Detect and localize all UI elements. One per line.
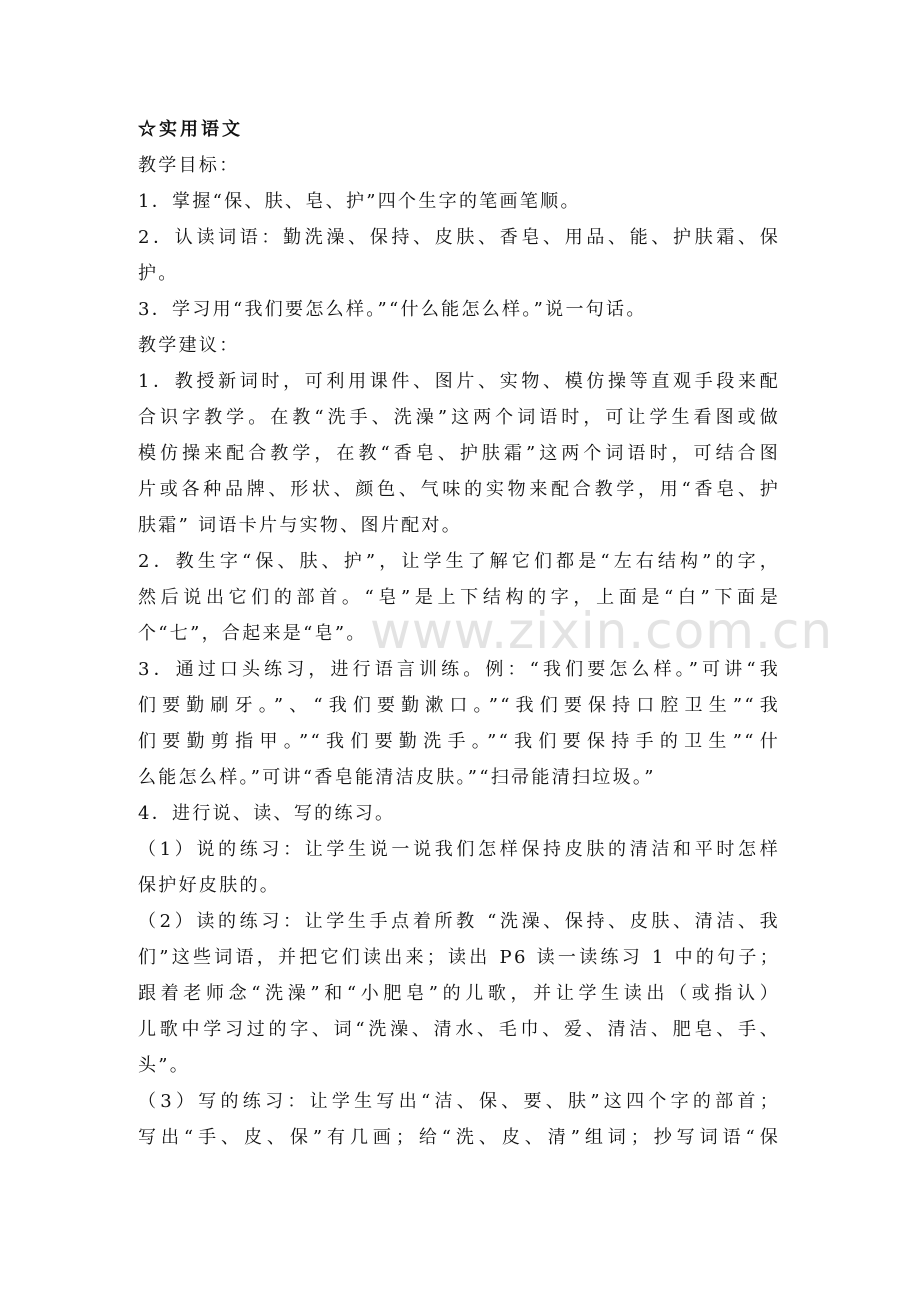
goal-2: 2．认读词语：勤洗澡、保持、皮肤、香皂、用品、能、护肤霜、保 (138, 227, 780, 248)
suggestion-1-line-5: 肤霜” 词语卡片与实物、图片配对。 (138, 515, 463, 536)
suggestion-3-line-2: 们要勤刷牙。”、“我们要勤漱口。”“我们要保持口腔卫生”“我 (138, 695, 780, 716)
section-title: ☆实用语文 (138, 119, 243, 140)
practice-reading-line-5: 头”。 (138, 1055, 191, 1076)
suggestion-1-line-1: 1．教授新词时，可利用课件、图片、实物、模仿操等直观手段来配 (138, 371, 780, 392)
practice-reading-line-4: 儿歌中学习过的字、词“洗澡、清水、毛巾、爱、清洁、肥皂、手、 (138, 1019, 780, 1040)
suggestion-2-line-3: 个“七”，合起来是“皂”。 (138, 623, 367, 644)
suggestion-1-line-3: 模仿操来配合教学，在教“香皂、护肤霜”这两个词语时，可结合图 (138, 443, 780, 464)
suggestion-4: 4．进行说、读、写的练习。 (138, 803, 396, 824)
document-body (138, 112, 780, 1156)
goal-1: 1．掌握“保、肤、皂、护”四个生字的笔画笔顺。 (138, 191, 581, 212)
practice-reading-line-2: 们”这些词语，并把它们读出来；读出 P6 读一读练习 1 中的句子； (138, 947, 780, 968)
practice-speaking-line-2: 保护好皮肤的。 (138, 875, 281, 896)
practice-writing-line-1: （3）写的练习：让学生写出“洁、保、要、肤”这四个字的部首； (138, 1091, 780, 1112)
suggestion-1-line-4: 片或各种品牌、形状、颜色、气味的实物来配合教学，用“香皂、护 (138, 479, 780, 500)
goal-3: 3．学习用“我们要怎么样。”“什么能怎么样。”说一句话。 (138, 299, 647, 320)
suggestion-2-line-1: 2．教生字“保、肤、护”，让学生了解它们都是“左右结构”的字， (138, 551, 780, 572)
suggestion-3-line-3: 们要勤剪指甲。”“我们要勤洗手。”“我们要保持手的卫生”“什 (138, 731, 780, 752)
heading-teaching-goals: 教学目标： (138, 155, 240, 176)
suggestion-3-line-1: 3．通过口头练习，进行语言训练。例：“我们要怎么样。”可讲“我 (138, 659, 780, 680)
heading-teaching-suggestions: 教学建议： (138, 335, 240, 356)
goal-2-cont: 护。 (138, 263, 179, 284)
practice-reading-line-3: 跟着老师念“洗澡”和“小肥皂”的儿歌，并让学生读出（或指认） (138, 983, 780, 1004)
watermark-text: www.zixin.com.cn (370, 602, 834, 660)
practice-reading-line-1: （2）读的练习：让学生手点着所教 “洗澡、保持、皮肤、清洁、我 (138, 911, 780, 932)
practice-writing-line-2: 写出“手、皮、保”有几画；给“洗、皮、清”组词；抄写词语“保 (138, 1127, 780, 1148)
suggestion-3-line-4: 么能怎么样。”可讲“香皂能清洁皮肤。”“扫帚能清扫垃圾。” (138, 767, 656, 788)
practice-speaking-line-1: （1）说的练习：让学生说一说我们怎样保持皮肤的清洁和平时怎样 (138, 839, 780, 860)
suggestion-1-line-2: 合识字教学。在教“洗手、洗澡”这两个词语时，可让学生看图或做 (138, 407, 780, 428)
suggestion-2-line-2: 然后说出它们的部首。“皂”是上下结构的字，上面是“白”下面是 (138, 587, 780, 608)
